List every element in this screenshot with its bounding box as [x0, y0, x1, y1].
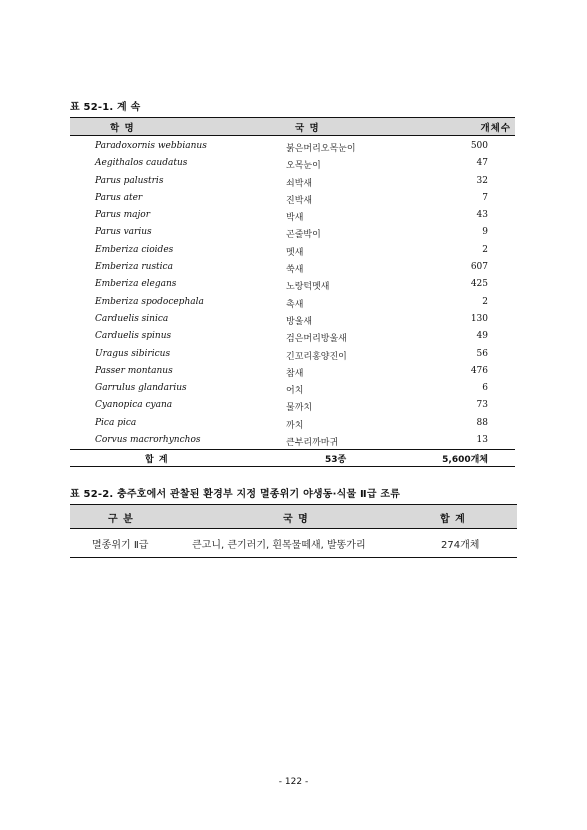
scientific-name: Emberiza rustica: [95, 262, 173, 273]
total-count: 5,600개체: [442, 455, 488, 466]
table-row: [70, 173, 515, 190]
header-count: 개체수: [480, 123, 511, 134]
scientific-name: Aegithalos caudatus: [95, 158, 188, 169]
table-row: [70, 529, 517, 558]
table2-caption: 표 52-2. 충주호에서 관찰된 환경부 지정 멸종위기 야생동·식물 Ⅱ급 조류: [70, 489, 401, 500]
table-row: [70, 294, 515, 311]
total-label: 합 계: [145, 455, 169, 466]
row-sum: 274개체: [441, 540, 480, 551]
total-species: 53종: [325, 455, 347, 466]
table1-caption: 표 52-1. 계 속: [70, 102, 141, 113]
korean-name: 긴꼬리홍양진이: [286, 351, 347, 362]
korean-name: 붉은머리오목눈이: [286, 144, 356, 154]
table-row: [70, 224, 515, 241]
row-korean-names: 큰고니, 큰기러기, 흰목물떼새, 발똥가리: [192, 540, 366, 551]
korean-name: 쑥새: [286, 265, 304, 276]
individual-count: 2: [482, 296, 488, 307]
scientific-name: Uragus sibiricus: [95, 348, 171, 359]
header-scientific-name: 학 명: [110, 123, 135, 134]
row-division: 멸종위기 Ⅱ급: [92, 540, 149, 551]
table-row: [70, 380, 515, 397]
korean-name: 촉새: [286, 299, 304, 310]
scientific-name: Carduelis sinica: [95, 313, 169, 324]
scientific-name: Garrulus glandarius: [95, 383, 187, 394]
table1-body: [70, 136, 515, 449]
individual-count: 425: [470, 279, 488, 290]
korean-name: 참새: [286, 368, 304, 379]
scientific-name: Paradoxornis webbianus: [95, 141, 207, 151]
individual-count: 43: [476, 210, 488, 221]
table-row: [70, 242, 515, 259]
endangered-species-table: [70, 504, 517, 558]
scientific-name: Parus ater: [95, 192, 143, 203]
individual-count: 500: [470, 141, 488, 151]
individual-count: 88: [476, 417, 488, 428]
scientific-name: Cyanopica cyana: [95, 400, 173, 411]
table-row: [70, 259, 515, 276]
korean-name: 검은머리방울새: [286, 334, 347, 345]
scientific-name: Corvus macrorhynchos: [95, 435, 201, 446]
table-row: [70, 397, 515, 414]
individual-count: 49: [476, 331, 488, 342]
table-row: [70, 155, 515, 172]
header-sum: 합 계: [440, 514, 466, 525]
table2-header-row: [70, 504, 517, 529]
individual-count: 56: [476, 348, 488, 359]
scientific-name: Emberiza spodocephala: [95, 296, 204, 307]
individual-count: 476: [470, 365, 488, 376]
scientific-name: Parus major: [95, 210, 151, 221]
individual-count: 6: [482, 383, 488, 394]
table-row: [70, 415, 515, 432]
individual-count: 32: [476, 175, 488, 186]
korean-name: 까치: [286, 420, 304, 431]
header-korean-name: 국 명: [295, 123, 320, 134]
korean-name: 박새: [286, 213, 304, 224]
korean-name: 어치: [286, 386, 304, 397]
korean-name: 노랑턱멧새: [286, 282, 330, 293]
korean-name: 오목눈이: [286, 161, 321, 172]
table-row: [70, 363, 515, 380]
scientific-name: Parus palustris: [95, 175, 164, 186]
individual-count: 73: [476, 400, 488, 411]
table1-header-row: [70, 117, 515, 136]
korean-name: 물까치: [286, 403, 313, 414]
scientific-name: Emberiza elegans: [95, 279, 177, 290]
table-row: [70, 311, 515, 328]
korean-name: 큰부리까마귀: [286, 438, 339, 449]
table-row: [70, 138, 515, 155]
korean-name: 방울새: [286, 316, 313, 327]
individual-count: 2: [482, 244, 488, 255]
individual-count: 607: [470, 262, 488, 273]
scientific-name: Passer montanus: [95, 365, 173, 376]
species-count-table: [70, 117, 515, 467]
scientific-name: Carduelis spinus: [95, 331, 172, 342]
individual-count: 7: [482, 192, 488, 203]
individual-count: 47: [476, 158, 488, 169]
table-row: [70, 346, 515, 363]
korean-name: 곤줄박이: [286, 230, 321, 241]
korean-name: 멧새: [286, 247, 304, 258]
header-division: 구 분: [108, 514, 134, 525]
table-row: [70, 276, 515, 293]
scientific-name: Parus varius: [95, 227, 152, 238]
scientific-name: Pica pica: [95, 417, 137, 428]
scientific-name: Emberiza cioides: [95, 244, 174, 255]
header-korean-name: 국 명: [283, 514, 309, 525]
individual-count: 130: [470, 313, 488, 324]
individual-count: 9: [482, 227, 488, 238]
individual-count: 13: [476, 435, 488, 446]
table1-total-row: [70, 449, 515, 467]
table-row: [70, 207, 515, 224]
table-row: [70, 328, 515, 345]
table-row: [70, 432, 515, 449]
table-row: [70, 190, 515, 207]
page-number: - 122 -: [278, 777, 309, 787]
korean-name: 쇠박새: [286, 178, 313, 189]
korean-name: 진박새: [286, 195, 313, 206]
